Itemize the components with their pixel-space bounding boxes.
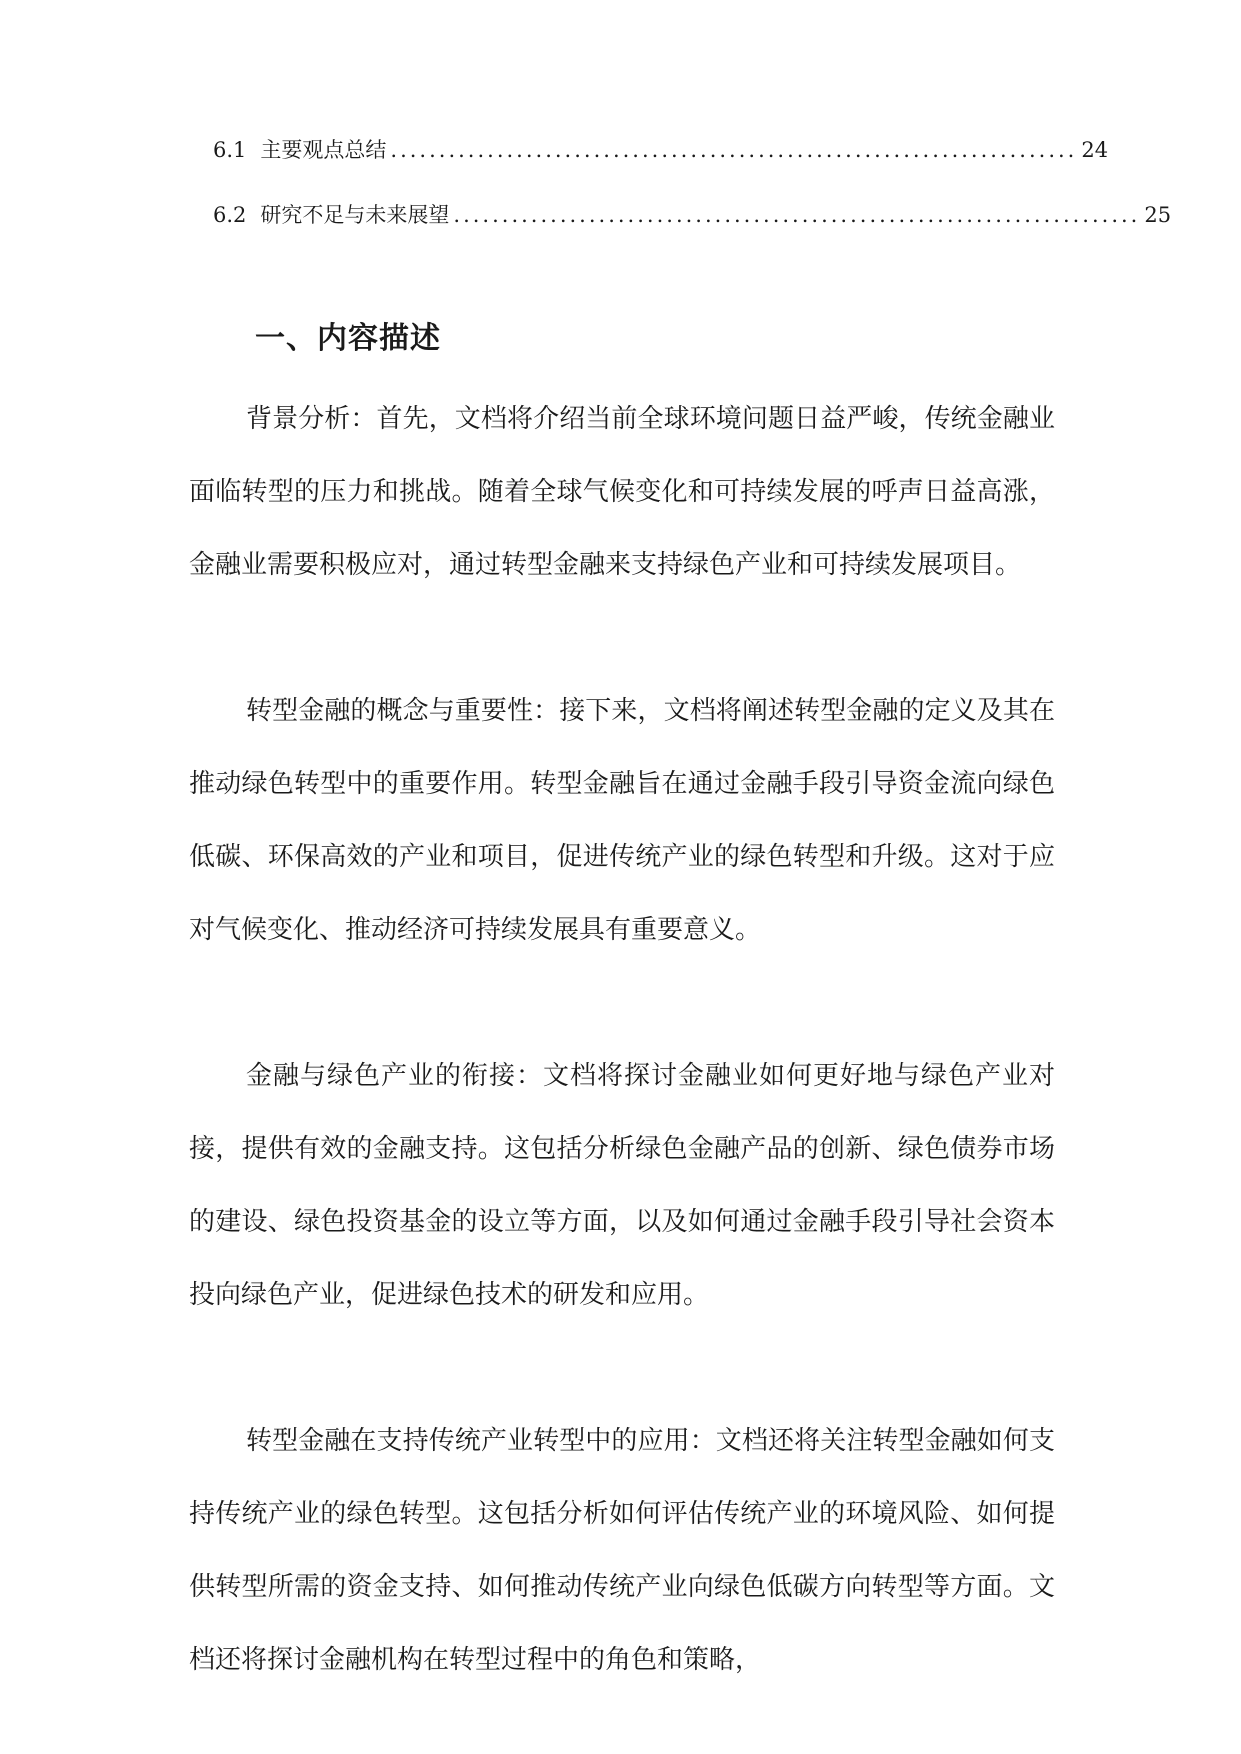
toc-leader-dots: ....................................................................... [390,138,1078,162]
section-heading: 一、内容描述 [255,321,441,356]
paragraph-background: 背景分析：首先，文档将介绍当前全球环境问题日益严峻，传统金融业面临转型的压力和挑战。随着全球气候变化和可持续发展的呼声日益高涨，金融业需要积极应对，通过转型金融来支持绿色产业和可持续发展项目。 [189,404,1055,580]
paragraph-concept: 转型金融的概念与重要性：接下来，文档将阐述转型金融的定义及其在推动绿色转型中的重要作用。转型金融旨在通过金融手段引导资金流向绿色低碳、环保高效的产业和项目，促进传统产业的绿色转型和升级。这对于应对气候变化、推动经济可持续发展具有重要意义。 [189,696,1055,945]
toc-entry-title: 主要观点总结 [260,138,387,162]
paragraph-traditional-industry: 转型金融在支持传统产业转型中的应用：文档还将关注转型金融如何支持传统产业的绿色转型。这包括分析如何评估传统产业的环境风险、如何提供转型所需的资金支持、如何推动传统产业向绿色低碳方向转型等方面。文档还将探讨金融机构在转型过程中的角色和策略， [189,1426,1055,1675]
toc-leader-dots: ....................................................................... [453,203,1141,227]
toc-entry-number: 6.2 [213,203,247,227]
toc-entry-number: 6.1 [213,138,247,162]
toc-entry-page: 24 [1081,138,1109,162]
toc-entry[interactable] [213,133,1109,167]
toc-entry[interactable] [213,198,1172,232]
toc-entry-title: 研究不足与未来展望 [260,203,450,227]
toc-entry-page: 25 [1144,203,1172,227]
paragraph-green-industry: 金融与绿色产业的衔接：文档将探讨金融业如何更好地与绿色产业对接，提供有效的金融支持。这包括分析绿色金融产品的创新、绿色债券市场的建设、绿色投资基金的设立等方面，以及如何通过金融手段引导社会资本投向绿色产业，促进绿色技术的研发和应用。 [189,1061,1055,1310]
